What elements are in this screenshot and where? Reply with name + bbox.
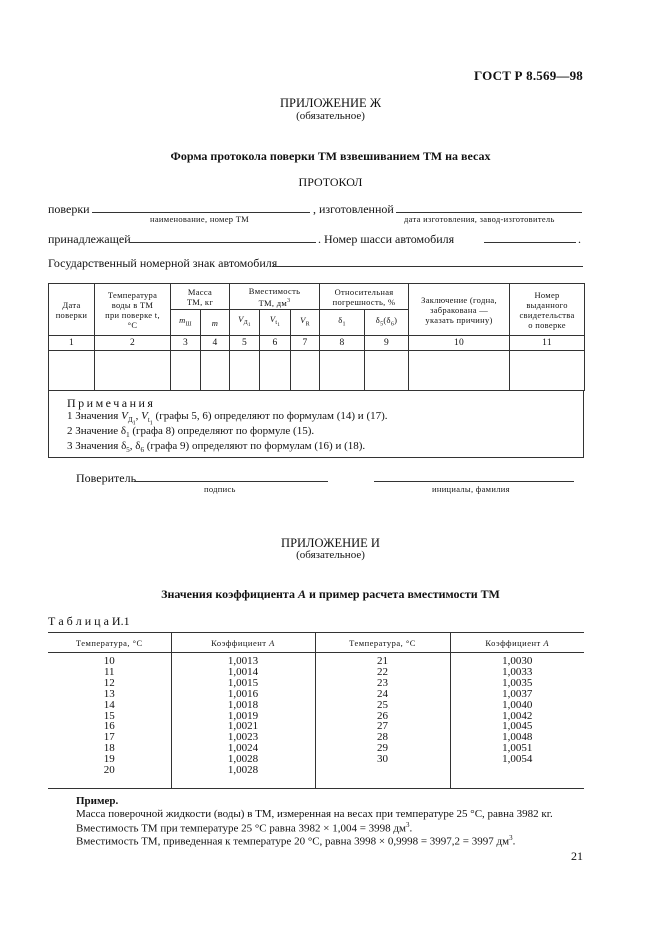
notes-heading: Примечания — [67, 396, 156, 410]
field-chassis[interactable] — [484, 242, 576, 243]
temperature-value: 17 — [103, 731, 115, 744]
coefficient-value: 1,0054 — [502, 753, 533, 766]
document-code: ГОСТ Р 8.569—98 — [474, 68, 583, 83]
temperature-value: 19 — [103, 753, 115, 766]
sub-err-56: $\delta_5(\delta_6)$ — [365, 310, 409, 336]
header-mass: Масса ТМ, кг — [171, 284, 230, 310]
sub-mass: m — [201, 310, 230, 336]
label-plate: Государственный номерной знак автомобиля — [48, 256, 278, 270]
header-certificate: Номер выданного свидетельства о поверке — [510, 284, 585, 336]
coefficient-value: 1,0051 — [502, 742, 533, 755]
col-coefficient-right: Коэффициент A — [450, 633, 584, 653]
coefficient-value: 1,0048 — [502, 731, 533, 744]
field-manufacture-date[interactable] — [396, 212, 582, 213]
temperature-value: 10 — [103, 655, 115, 667]
example-line-2: Вместимость ТМ при температуре 25 °С равна 3982 × 1,004 = 3998 $дм^3$. — [76, 821, 413, 835]
appendix-zh-title: ПРИЛОЖЕНИЕ Ж — [279, 96, 382, 110]
temperature-value: 11 — [103, 665, 115, 678]
hint-signature: подпись — [204, 484, 236, 494]
coefficient-value: 1,0021 — [227, 720, 259, 733]
note-1: 1 Значения $V_{Д_1}$, $V_{t_1}$ (графы 5, 6) определяют по формулам (14) и (17). — [67, 410, 388, 427]
appendix-i-title: ПРИЛОЖЕНИЕ И — [281, 536, 380, 550]
coefficient-value: 1,0042 — [502, 709, 533, 722]
col-coefficient-left: Коэффициент A — [171, 633, 315, 653]
end-dot: . — [578, 232, 581, 246]
temperature-value: 15 — [103, 709, 115, 722]
header-temperature: Температура воды в ТМ при поверке t, °С — [95, 284, 171, 336]
temperature-value: 28 — [377, 731, 388, 744]
field-owner[interactable] — [130, 242, 316, 243]
sub-cap-t: $V_{t_1}$ — [260, 310, 291, 336]
appendix-i-heading: Значения коэффициента A и пример расчета вместимости ТМ — [161, 587, 500, 601]
coefficient-value: 1,0023 — [227, 731, 259, 744]
table-label: Т а б л и ц а И.1 — [48, 614, 130, 628]
temperature-value: 21 — [377, 655, 388, 667]
empty-entry-row[interactable] — [49, 351, 585, 391]
coefficient-value: 1,0018 — [227, 698, 259, 711]
coefficient-value: 1,0030 — [502, 655, 533, 667]
temperature-value: 14 — [103, 698, 115, 711]
left-coefficients — [171, 653, 315, 789]
temperature-value: 27 — [377, 720, 388, 733]
temperature-value: 22 — [377, 665, 388, 678]
hint-verifier-name: инициалы, фамилия — [432, 484, 510, 494]
coefficient-value: 1,0015 — [227, 676, 259, 689]
right-temperatures — [315, 653, 450, 789]
right-coefficients — [450, 653, 584, 789]
field-signature[interactable] — [134, 481, 328, 482]
note-3: 3 Значения $\delta_5$, $\delta_6$ (графа 9) определяют по формулам (16) и (18). — [67, 440, 366, 455]
coefficient-value: 1,0040 — [502, 698, 533, 711]
coefficient-value: 1,0033 — [502, 665, 533, 678]
example-title: Пример. — [76, 795, 119, 807]
temperature-value: 20 — [103, 764, 115, 777]
label-poverki: поверки — [48, 202, 90, 216]
temperature-value: 13 — [103, 687, 115, 700]
header-error: Относительная погрешность, % — [320, 284, 409, 310]
temperature-value: 24 — [377, 687, 388, 700]
temperature-value: 29 — [377, 742, 388, 755]
label-izgotovlennoy: , изготовленной — [313, 202, 394, 216]
coefficient-value: 1,0037 — [502, 687, 533, 700]
temperature-value: 23 — [377, 676, 388, 689]
header-conclusion: Заключение (годна, забракована — указать причину) — [409, 284, 510, 336]
left-temperatures — [48, 653, 171, 789]
sub-mass-sh: $m_Ш$ — [171, 310, 201, 336]
coefficient-value: 1,0028 — [227, 753, 259, 766]
coefficient-value: 1,0028 — [227, 764, 259, 777]
notes-box — [48, 390, 584, 458]
coefficient-table — [48, 632, 584, 789]
col-temperature-left: Температура, °С — [48, 633, 171, 653]
temperature-value: 18 — [103, 742, 115, 755]
sub-cap-r: $V_R$ — [291, 310, 320, 336]
note-2: 2 Значение $\delta_1$ (графа 8) определяют по формуле (15). — [67, 425, 315, 440]
temperature-value: 16 — [103, 720, 115, 733]
appendix-i-subtitle: (обязательное) — [296, 549, 365, 561]
coef-header-row — [48, 633, 584, 653]
coefficient-value: 1,0013 — [227, 655, 259, 667]
protocol-table — [48, 283, 585, 391]
page-number: 21 — [571, 849, 583, 863]
protocol-word: ПРОТОКОЛ — [298, 175, 363, 189]
form-title: Форма протокола поверки ТМ взвешиванием ТМ на весах — [170, 149, 491, 163]
coefficient-value: 1,0019 — [227, 709, 259, 722]
label-owner: принадлежащей — [48, 232, 131, 246]
hint-instrument-name: наименование, номер ТМ — [150, 214, 250, 224]
coefficient-value: 1,0014 — [227, 665, 259, 678]
temperature-value: 25 — [377, 698, 388, 711]
coefficient-value: 1,0024 — [227, 742, 259, 755]
coefficient-value: 1,0045 — [502, 720, 533, 733]
coefficient-value: 1,0016 — [227, 687, 259, 700]
temperature-value: 12 — [103, 676, 115, 689]
header-capacity: Вместимость ТМ, $дм^3$ — [230, 284, 320, 310]
field-verifier-name[interactable] — [374, 481, 574, 482]
label-chassis: . Номер шасси автомобиля — [318, 232, 455, 246]
appendix-zh-subtitle: (обязательное) — [296, 110, 365, 122]
header-date: Дата поверки — [49, 284, 95, 336]
example-line-3: Вместимость ТМ, приведенная к температуре 20 °С, равна 3998 × 0,9998 = 3997,2 = 3997 $дм^3$. — [76, 834, 516, 848]
sub-cap-d: $V_{Д_1}$ — [230, 310, 260, 336]
field-plate[interactable] — [272, 266, 583, 267]
sub-err-1: $\delta_1$ — [320, 310, 365, 336]
field-instrument-name[interactable] — [92, 212, 310, 213]
temperature-value: 26 — [377, 709, 388, 722]
coefficient-value: 1,0035 — [502, 676, 533, 689]
temperature-value: 30 — [377, 753, 388, 766]
hint-manufacture: дата изготовления, завод-изготовитель — [404, 214, 555, 224]
col-temperature-right: Температура, °С — [315, 633, 450, 653]
example-line-1: Масса поверочной жидкости (воды) в ТМ, измеренная на весах при температуре 25 °С, равна 3982 кг. — [76, 808, 553, 820]
column-numbers-row: 1 2 3 4 5 6 7 8 9 10 11 — [49, 336, 585, 351]
label-poveritel: Поверитель — [76, 471, 137, 485]
